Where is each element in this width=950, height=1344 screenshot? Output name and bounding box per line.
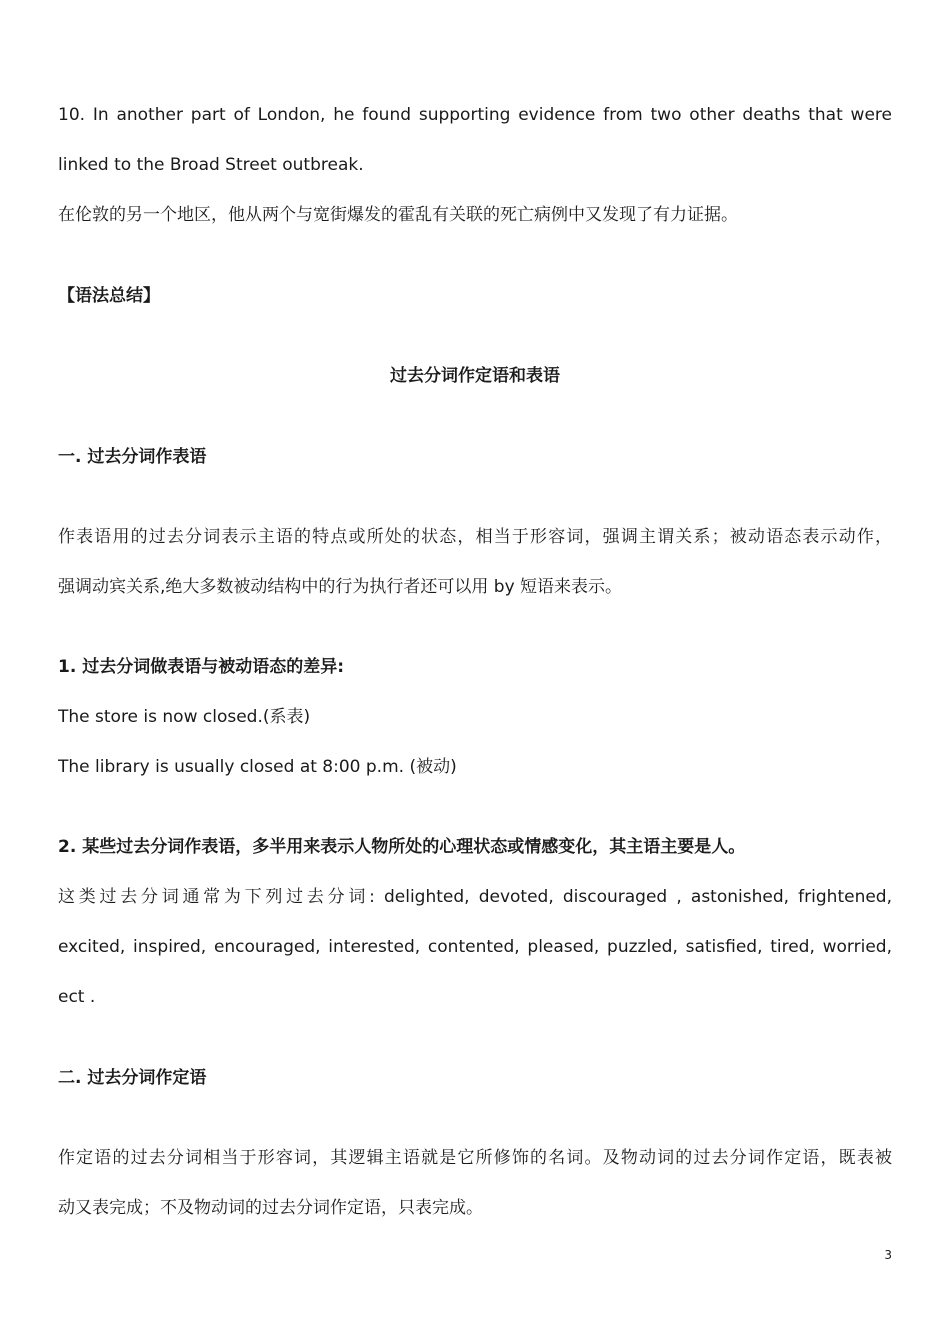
section-2-intro-line-2: 动又表完成；不及物动词的过去分词作定语，只表完成。 xyxy=(58,1198,483,1218)
section-2-intro-line-1: 作定语的过去分词相当于形容词，其逻辑主语就是它所修饰的名词。及物动词的过去分词作定语，既表被 xyxy=(58,1148,892,1168)
grammar-summary-heading: 【语法总结】 xyxy=(58,286,160,306)
point-1-example-1: The store is now closed.(系表) xyxy=(58,707,311,727)
point-1-example-2: The library is usually closed at 8:00 p.m. (被动) xyxy=(58,757,457,777)
point-1-heading: 1. 过去分词做表语与被动语态的差异: xyxy=(58,657,345,677)
paragraph-10-translation: 在伦敦的另一个地区，他从两个与宽街爆发的霍乱有关联的死亡病例中又发现了有力证据。 xyxy=(58,205,738,225)
point-2-line-2: excited, inspired, encouraged, interested, contented, pleased, puzzled, satisfied, tired, worried, xyxy=(58,937,892,957)
paragraph-10-line-1: 10. In another part of London, he found supporting evidence from two other deaths that were xyxy=(58,105,892,125)
page-title: 过去分词作定语和表语 xyxy=(390,366,560,386)
section-1-intro-line-1: 作表语用的过去分词表示主语的特点或所处的状态，相当于形容词，强调主谓关系；被动语态表示动作， xyxy=(58,527,892,547)
section-1-heading: 一. 过去分词作表语 xyxy=(58,447,207,467)
section-2-heading: 二. 过去分词作定语 xyxy=(58,1068,207,1088)
point-2-line-1: 这类过去分词通常为下列过去分词: delighted, devoted, discouraged , astonished, frightened, xyxy=(58,887,892,907)
paragraph-10-line-2: linked to the Broad Street outbreak. xyxy=(58,155,364,175)
section-1-intro-line-2: 强调动宾关系,绝大多数被动结构中的行为执行者还可以用 by 短语来表示。 xyxy=(58,577,623,597)
page-number: 3 xyxy=(884,1248,892,1262)
point-2-heading: 2. 某些过去分词作表语，多半用来表示人物所处的心理状态或情感变化，其主语主要是人。 xyxy=(58,837,746,857)
point-2-line-3: ect . xyxy=(58,987,96,1007)
